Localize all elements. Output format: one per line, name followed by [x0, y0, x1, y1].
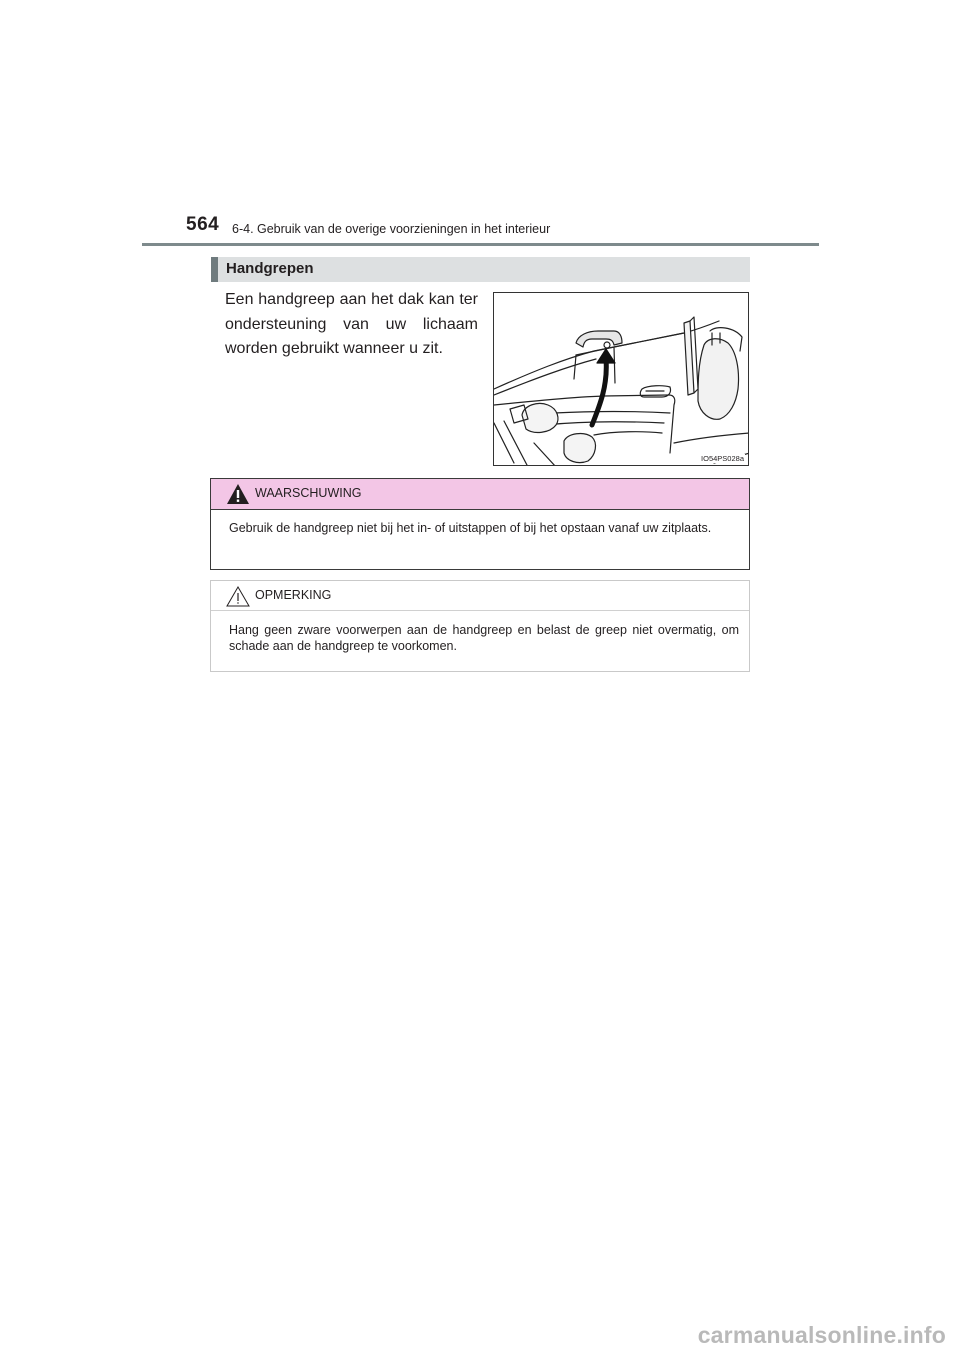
warning-header	[211, 479, 749, 510]
figure-code: IO54PS028a	[701, 454, 744, 463]
warning-label: WAARSCHUWING	[255, 486, 362, 500]
notice-text: Hang geen zware voorwerpen aan de handgreep en belast de greep niet overmatig, om schade aan de handgreep te voorkomen.	[229, 623, 739, 653]
notice-header	[211, 581, 749, 611]
running-head: 6-4. Gebruik van de overige voorzieningen in het interieur	[232, 222, 551, 236]
grab-handle-illustration	[494, 293, 749, 466]
intro-paragraph: Een handgreep aan het dak kan ter ondersteuning van uw lichaam worden gebruikt wanneer u zit.	[225, 291, 478, 357]
warning-text: Gebruik de handgreep niet bij het in- of uitstappen of bij het opstaan vanaf uw zitplaats.	[229, 521, 712, 535]
header-rule	[142, 243, 819, 246]
warning-box	[210, 478, 750, 570]
section-accent	[211, 257, 218, 282]
section-heading	[211, 257, 750, 282]
page-number: 564	[186, 214, 220, 235]
section-title: Handgrepen	[226, 260, 314, 277]
notice-label: OPMERKING	[255, 588, 332, 602]
watermark-logo[interactable]: carmanualsonline.info	[697, 1322, 946, 1348]
warning-triangle-filled-icon	[225, 482, 251, 506]
warning-triangle-outline-icon	[225, 584, 251, 608]
notice-box	[210, 580, 750, 672]
grab-handle-figure	[493, 292, 749, 466]
